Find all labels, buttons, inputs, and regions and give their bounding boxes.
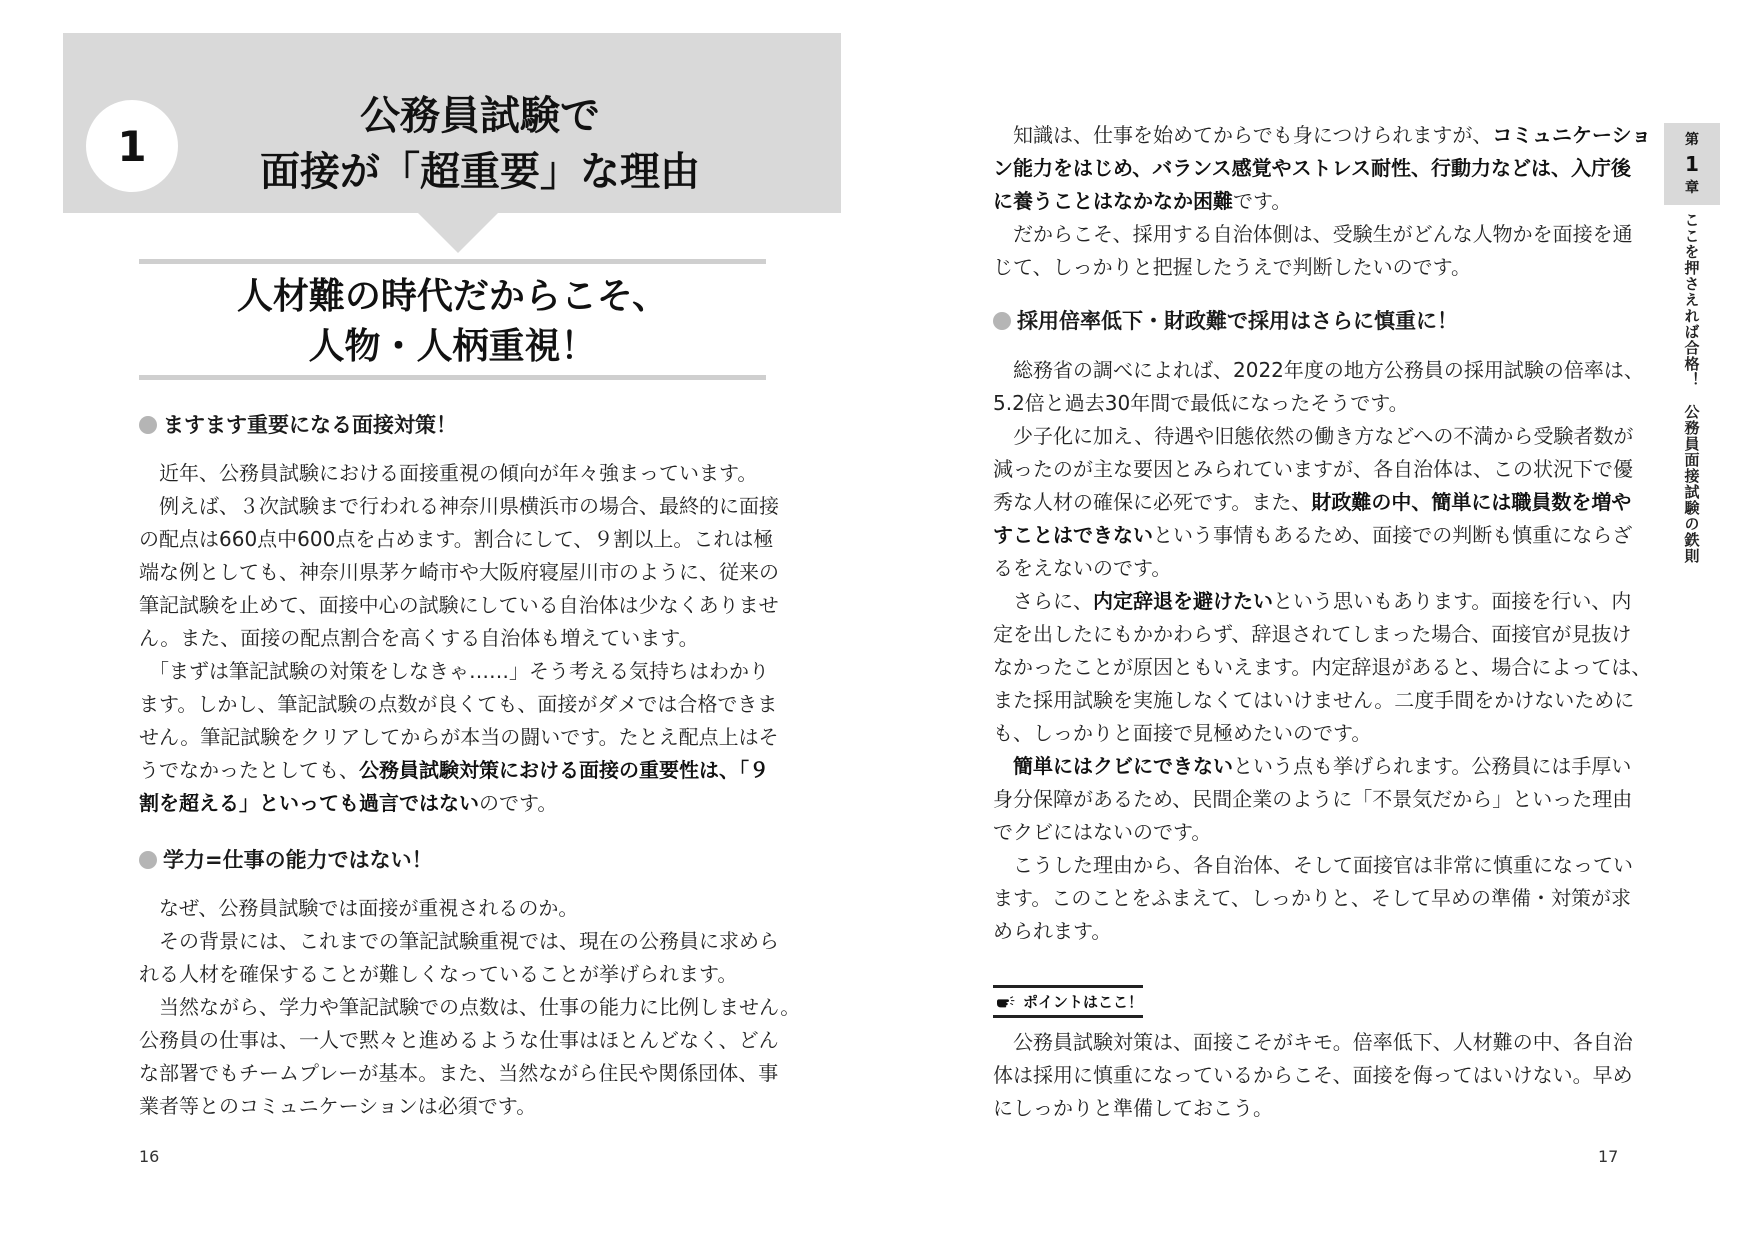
paragraph-line: 体は採用に慎重になっているからこそ、面接を侮ってはいけない。早め (993, 1063, 1633, 1087)
paragraph-line: うでなかったとしても、公務員試験対策における面接の重要性は、「９ (139, 758, 769, 782)
paragraph-line: なかったことが原因ともいえます。内定辞退があると、場合によっては、 (993, 655, 1652, 679)
paragraph-line: なぜ、公務員試験では面接が重視されるのか。 (159, 896, 579, 920)
paragraph-line: 割を超える」といっても過言ではないのです。 (139, 791, 558, 815)
paragraph-line: な部署でもチームプレーが基本。また、当然ながら住民や関係団体、事 (139, 1061, 779, 1085)
section-subtitle (139, 272, 766, 372)
subtitle-bottom-rule (139, 375, 766, 380)
paragraph-line: 「まずは筆記試験の対策をしなきゃ……」そう考える気持ちはわかり (149, 659, 769, 683)
paragraph-line: 公務員の仕事は、一人で黙々と進めるような仕事はほとんどなく、どん (139, 1028, 779, 1052)
paragraph-line: せん。筆記試験をクリアしてからが本当の闘いです。たとえ配点上はそ (139, 725, 779, 749)
section-title-line1: 公務員試験で (360, 93, 600, 139)
subtitle-line1: 人材難の時代だからこそ、 (236, 276, 669, 317)
down-arrow-icon (418, 213, 498, 253)
chapter-tab: 第 1 章 (1664, 123, 1720, 205)
paragraph-line: 公務員試験対策は、面接こそがキモ。倍率低下、人材難の中、各自治 (1013, 1030, 1633, 1054)
paragraph-line: じて、しっかりと把握したうえで判断したいのです。 (993, 255, 1471, 279)
paragraph-line: ん。また、面接の配点割合を高くする自治体も増えています。 (139, 626, 699, 650)
paragraph-line: ます。しかし、筆記試験の点数が良くても、面接がダメでは合格できま (139, 692, 778, 716)
bullet-icon (993, 312, 1011, 330)
chapter-running-title: ここを押さえれば合格！ 公務員面接試験の鉄則 (1682, 212, 1701, 564)
page-number: 17 (1598, 1147, 1619, 1166)
pointing-hand-icon (997, 993, 1017, 1011)
paragraph-line: その背景には、これまでの筆記試験重視では、現在の公務員に求めら (159, 929, 779, 953)
paragraph-line: にしっかりと準備しておこう。 (993, 1096, 1273, 1120)
point-callout-label: ポイントはここ！ (993, 985, 1143, 1018)
bullet-icon (139, 416, 157, 434)
paragraph-line: 当然ながら、学力や筆記試験での点数は、仕事の能力に比例しません。 (159, 995, 801, 1019)
paragraph-line: こうした理由から、各自治体、そして面接官は非常に慎重になってい (1013, 853, 1633, 877)
paragraph-line: ます。このことをふまえて、しっかりと、そして早めの準備・対策が求 (993, 886, 1631, 910)
section-heading: 学力=仕事の能力ではない！ (139, 845, 433, 875)
paragraph-line: 減ったのが主な要因とみられていますが、各自治体は、この状況下で優 (993, 457, 1633, 481)
paragraph-line: 簡単にはクビにできないという点も挙げられます。公務員には手厚い (1013, 754, 1632, 778)
paragraph-line: に養うことはなかなか困難です。 (993, 189, 1292, 213)
paragraph-line: また採用試験を実施しなくてはいけません。二度手間をかけないために (993, 688, 1635, 712)
paragraph-line: ン能力をはじめ、バランス感覚やストレス耐性、行動力などは、入庁後 (993, 156, 1631, 180)
bullet-icon (139, 851, 157, 869)
paragraph-line: でクビにはないのです。 (993, 820, 1212, 844)
paragraph-line: 総務省の調べによれば、2022年度の地方公務員の採用試験の倍率は、 (1013, 358, 1644, 382)
paragraph-line: 5.2倍と過去30年間で最低になったそうです。 (993, 391, 1409, 415)
paragraph-line: の配点は660点中600点を占めます。割合にして、９割以上。これは極 (139, 527, 774, 551)
paragraph-line: 業者等とのコミュニケーションは必須です。 (139, 1094, 537, 1118)
paragraph-line: すことはできないという事情もあるため、面接での判断も慎重にならざ (993, 523, 1633, 547)
section-title-line2: 面接が「超重要」な理由 (260, 149, 700, 195)
paragraph-line: るをえないのです。 (993, 556, 1172, 580)
paragraph-line: 秀な人材の確保に必死です。また、財政難の中、簡単には職員数を増や (993, 490, 1632, 514)
paragraph-line: 近年、公務員試験における面接重視の傾向が年々強まっています。 (159, 461, 758, 485)
paragraph-line: さらに、内定辞退を避けたいという思いもあります。面接を行い、内 (1013, 589, 1632, 613)
subtitle-line2: 人物・人柄重視！ (308, 326, 597, 367)
paragraph-line: だからこそ、採用する自治体側は、受験生がどんな人物かを面接を通 (1013, 222, 1633, 246)
section-title (200, 88, 760, 200)
page-number: 16 (139, 1147, 160, 1166)
paragraph-line: 端な例としても、神奈川県茅ケ崎市や大阪府寝屋川市のように、従来の (139, 560, 779, 584)
subtitle-top-rule (139, 259, 766, 264)
paragraph-line: 例えば、３次試験まで行われる神奈川県横浜市の場合、最終的に面接 (159, 494, 779, 518)
section-number-badge: 1 (86, 100, 178, 192)
section-heading: ますます重要になる面接対策！ (139, 410, 457, 440)
section-heading: 採用倍率低下・財政難で採用はさらに慎重に！ (993, 306, 1458, 336)
paragraph-line: 知識は、仕事を始めてからでも身につけられますが、コミュニケーショ (1013, 123, 1652, 147)
paragraph-line: 身分保障があるため、民間企業のように「不景気だから」といった理由 (993, 787, 1633, 811)
left-page (0, 0, 877, 1240)
paragraph-line: も、しっかりと面接で見極めたいのです。 (993, 721, 1372, 745)
paragraph-line: 少子化に加え、待遇や旧態依然の働き方などへの不満から受験者数が (1013, 424, 1634, 448)
paragraph-line: 筆記試験を止めて、面接中心の試験にしている自治体は少なくありませ (139, 593, 779, 617)
paragraph-line: められます。 (993, 919, 1112, 943)
paragraph-line: 定を出したにもかかわらず、辞退されてしまった場合、面接官が見抜け (993, 622, 1632, 646)
paragraph-line: れる人材を確保することが難しくなっていることが挙げられます。 (139, 962, 738, 986)
